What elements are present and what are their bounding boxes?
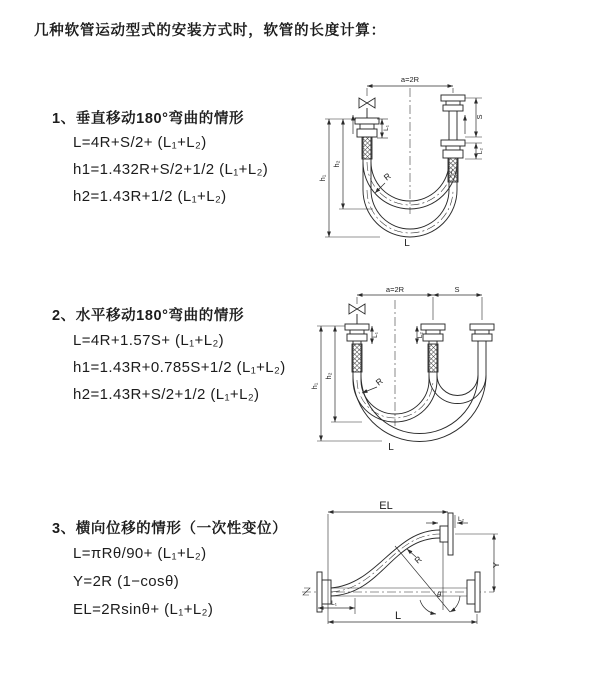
hose	[353, 341, 486, 442]
centerline-break-mark	[303, 588, 310, 595]
diagram-lateral-displacement	[298, 498, 600, 668]
angle-label: θ	[436, 590, 442, 599]
radius-label: R	[373, 375, 385, 388]
formula-3-el: EL=2Rsinθ+ (L₁+L₂)	[73, 601, 214, 618]
dim-label-l2: L₂	[458, 516, 465, 523]
page-title: 几种软管运动型式的安装方式时，软管的长度计算：	[34, 23, 386, 39]
dim-label-el: EL	[379, 500, 393, 512]
dim-label-l1: L₁	[331, 600, 337, 607]
dim-label-a2r: a=2R	[400, 75, 420, 84]
radius-label: R	[381, 170, 393, 183]
dim-label-l2: L₂	[477, 147, 484, 155]
left-flange-fitting	[355, 118, 379, 137]
dim-label-s: S	[475, 114, 484, 120]
hose	[331, 530, 440, 596]
length-label: L	[404, 238, 410, 249]
section-1-heading: 1、垂直移动180°弯曲的情形	[52, 111, 245, 127]
formula-1-l: L=4R+S/2+ (L₁+L₂)	[73, 134, 207, 151]
valve-icon	[359, 98, 375, 118]
dim-label-s: S	[454, 285, 460, 294]
dim-label-l: L	[394, 610, 402, 622]
dim-label-h2: h₂	[332, 160, 341, 168]
dim-label-l1: L₁	[372, 332, 379, 338]
diagram-vertical-180-bend	[318, 62, 588, 258]
formula-2-l: L=4R+1.57S+ (L₁+L₂)	[73, 332, 225, 349]
upper-flange	[440, 513, 453, 555]
valve-icon	[349, 304, 365, 324]
formula-3-l: L=πRθ/90+ (L₁+L₂)	[73, 545, 207, 562]
right-flange-fitting-lower	[441, 140, 465, 158]
radius-label: R	[412, 553, 424, 566]
right-flange-fitting-upper	[441, 95, 465, 111]
dim-label-h2: h₂	[324, 372, 333, 380]
formula-1-h1: h1=1.432R+S/2+1/2 (L₁+L₂)	[73, 161, 269, 178]
dim-label-a2r: a=2R	[385, 285, 405, 294]
diagram-horizontal-180-bend	[312, 280, 588, 470]
length-label: L	[388, 442, 394, 453]
dimension-span	[357, 295, 482, 320]
dimension-el	[328, 512, 448, 624]
formula-2-h1: h1=1.43R+0.785S+1/2 (L₁+L₂)	[73, 359, 286, 376]
formula-3-y: Y=2R (1−cosθ)	[73, 573, 180, 590]
dim-label-l1: L₁	[383, 125, 390, 131]
section-3-heading: 3、横向位移的情形（一次性变位）	[52, 521, 288, 537]
section-2-heading: 2、水平移动180°弯曲的情形	[52, 308, 245, 324]
dim-label-l2: L₂	[417, 331, 424, 339]
dimension-l	[328, 614, 477, 624]
left-flange	[317, 572, 331, 612]
dim-label-h1: h₁	[310, 382, 319, 390]
radius-callout	[375, 183, 385, 193]
formula-2-h2: h2=1.43R+S/2+1/2 (L₁+L₂)	[73, 386, 260, 403]
dim-label-y: Y	[491, 562, 501, 568]
radius-callout	[362, 387, 377, 393]
dim-label-h1: h₁	[318, 174, 327, 182]
formula-1-h2: h2=1.43R+1/2 (L₁+L₂)	[73, 188, 227, 205]
construction-lines	[395, 542, 450, 612]
